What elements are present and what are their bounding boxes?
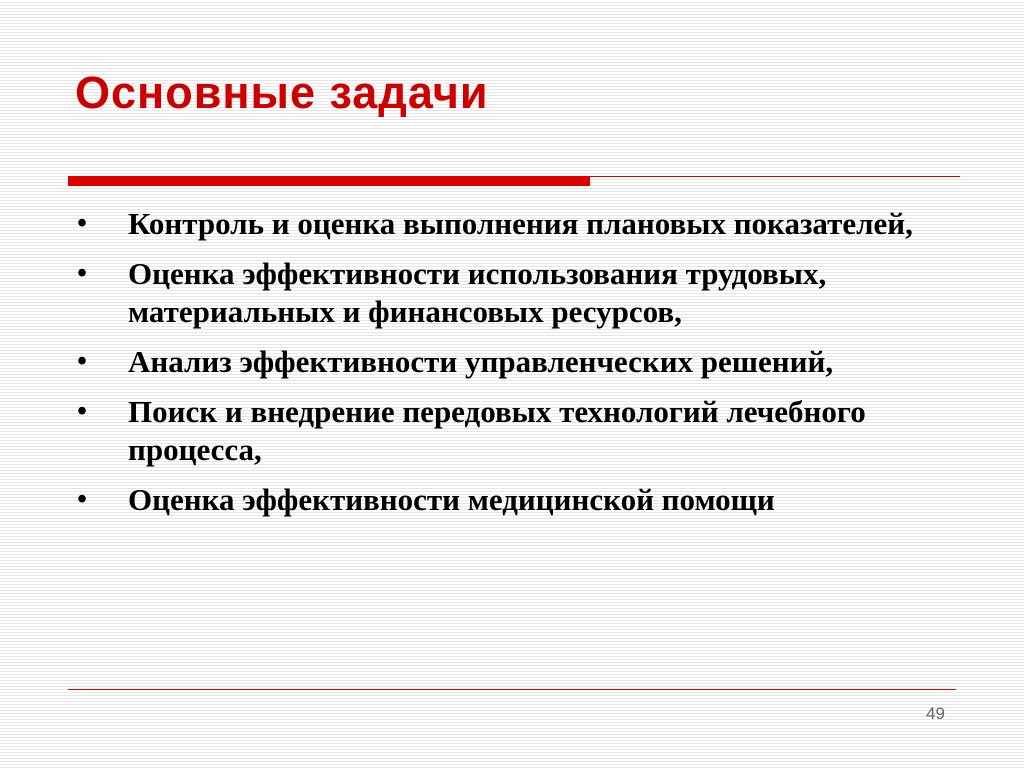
title-underline-thin <box>590 176 960 177</box>
page-number: 49 <box>926 704 945 723</box>
bullet-text: Анализ эффективности управленческих решений, <box>128 344 834 379</box>
bullet-text: Оценка эффективности медицинской помощи <box>128 482 775 517</box>
bullet-item <box>72 343 932 381</box>
bullet-text: Поиск и внедрение передовых технологий лечебного процесса, <box>128 394 866 467</box>
slide-title: Основные задачи <box>75 67 489 118</box>
bullet-item <box>72 393 932 469</box>
bullet-item <box>72 255 932 331</box>
footer-rule <box>68 689 956 690</box>
bullet-icon: • <box>77 258 87 289</box>
bullet-text: Оценка эффективности использования трудовых, материальных и финансовых ресурсов, <box>128 256 827 329</box>
bullet-icon: • <box>77 396 87 427</box>
bullet-item <box>72 205 932 243</box>
bullet-list <box>72 205 932 531</box>
bullet-text: Контроль и оценка выполнения плановых показателей, <box>128 206 913 241</box>
title-underline-thick <box>68 176 590 186</box>
bullet-item <box>72 481 932 519</box>
bullet-icon: • <box>77 484 87 515</box>
bullet-icon: • <box>77 346 87 377</box>
bullet-icon: • <box>77 208 87 239</box>
